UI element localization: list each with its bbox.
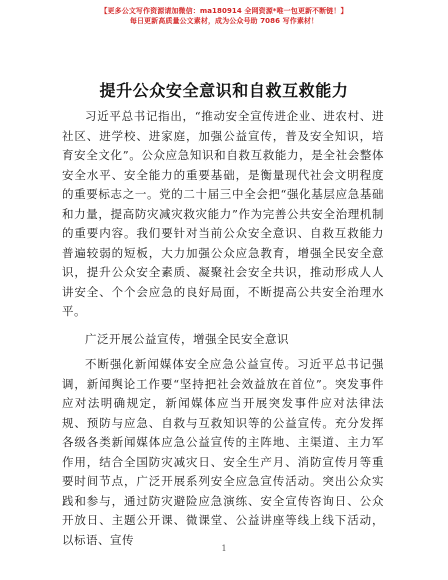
intro-paragraph: 习近平总书记指出，“推动安全宣传进企业、进农村、进社区、进学校、进家庭，加强公益宣传，普及安全知识，培育安全文化”。公众应急知识和自救互救能力，是全社会整体安全水平、安全能力的重要基础，是衡量现代社会文明程度的重要标志之一。党的二十届三中全会把“强化基层应急基础和力量，提高防灾减灾救灾能力”作为完善公共安全治理机制的重要内容。我们要针对当前公众安全意识、自救互救能力普遍较弱的短板，大力加强公众应急教育，增强全民安全意识，提升公众安全素质、凝聚社会安全共识，推动形成人人讲安全、个个会应急的良好局面，不断提高公共安全治理水平。	[62, 109, 384, 318]
document-title: 提升公众安全意识和自救互救能力	[99, 81, 349, 100]
promo-banner-line-1: 【更多公文写作资源请加微信：ma180914 全网资源*唯一包更新不断链！】	[100, 7, 348, 15]
page-number: 1	[221, 544, 227, 553]
section-paragraph: 不断强化新闻媒体安全应急公益宣传。习近平总书记强调，新闻舆论工作要“坚持把社会效益放在首位”。突发事件应对法明确规定，新闻媒体应当开展突发事件应对法律法规、预防与应急、自救与互救知识等的公益宣传。充分发挥各级各类新闻媒体应急公益宣传的主阵地、主渠道、主力军作用，结合全国防灾减灾日、安全生产月、消防宣传月等重要时间节点，广泛开展系列安全应急宣传活动。突出公众实践和参与，通过防灾避险应急演练、安全宣传咨询日、公众开放日、主题公开课、微课堂、公益讲座等线上线下活动，以标语、宣传	[62, 357, 384, 547]
document-body	[62, 107, 384, 550]
section-heading: 广泛开展公益宣传，增强全民安全意识	[85, 331, 289, 346]
promo-banner	[0, 6, 448, 26]
promo-banner-line-2: 每日更新高质量公文素材，成为公众号助 7086 写作素材！	[129, 17, 319, 25]
